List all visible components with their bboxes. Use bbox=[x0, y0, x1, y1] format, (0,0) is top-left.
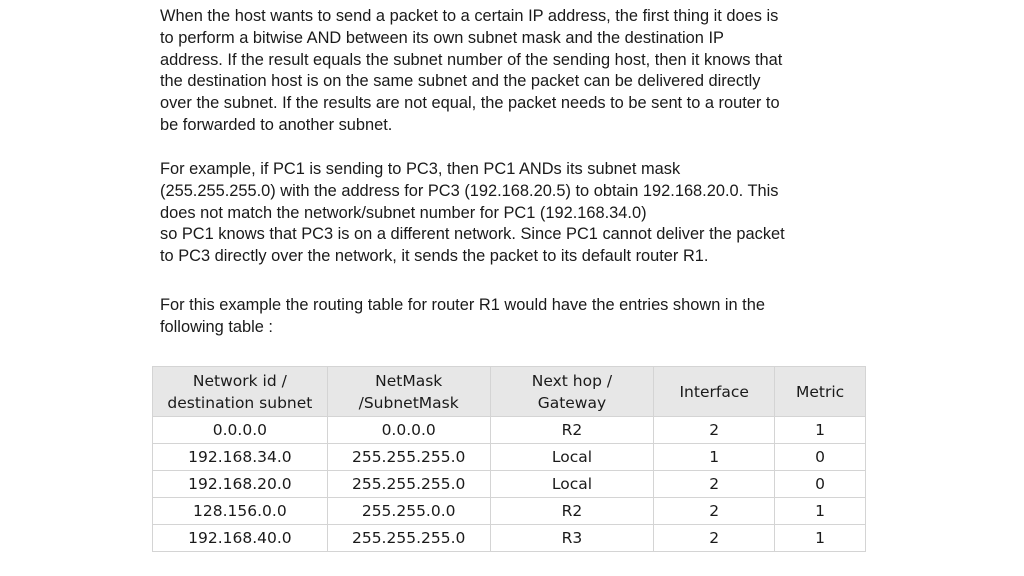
table-row bbox=[153, 498, 866, 525]
text-line: over the subnet. If the results are not equal, the packet needs to be sent to a router to bbox=[160, 94, 780, 113]
cell-network-id: 0.0.0.0 bbox=[153, 417, 328, 444]
cell-netmask: 255.255.255.0 bbox=[327, 444, 490, 471]
header-text: Network id / bbox=[192, 371, 287, 390]
cell-netmask: 255.255.255.0 bbox=[327, 471, 490, 498]
text-line: does not match the network/subnet number for PC1 (192.168.34.0) bbox=[160, 203, 647, 222]
cell-next-hop: Local bbox=[490, 471, 654, 498]
paragraph-table-intro bbox=[160, 295, 864, 339]
cell-interface: 1 bbox=[654, 444, 775, 471]
text-line: to perform a bitwise AND between its own subnet mask and the destination IP bbox=[160, 28, 724, 47]
text-line: address. If the result equals the subnet number of the sending host, then it knows that bbox=[160, 50, 783, 69]
paragraph-subnet-and bbox=[160, 6, 858, 137]
cell-interface: 2 bbox=[654, 525, 775, 552]
cell-next-hop: R3 bbox=[490, 525, 654, 552]
cell-metric: 1 bbox=[775, 525, 866, 552]
header-text: destination subnet bbox=[167, 393, 313, 412]
text-line: (255.255.255.0) with the address for PC3 (192.168.20.5) to obtain 192.168.20.0. This bbox=[160, 181, 779, 200]
cell-next-hop: Local bbox=[490, 444, 654, 471]
header-next-hop bbox=[490, 367, 654, 417]
text-line: When the host wants to send a packet to a certain IP address, the first thing it does is bbox=[160, 7, 779, 25]
text-line: For this example the routing table for router R1 would have the entries shown in the bbox=[160, 296, 765, 314]
header-netmask bbox=[327, 367, 490, 417]
cell-metric: 1 bbox=[775, 498, 866, 525]
cell-network-id: 192.168.34.0 bbox=[153, 444, 328, 471]
cell-interface: 2 bbox=[654, 471, 775, 498]
text-line: For example, if PC1 is sending to PC3, then PC1 ANDs its subnet mask bbox=[160, 160, 681, 178]
header-text: Gateway bbox=[537, 393, 607, 412]
table-header-row bbox=[153, 367, 866, 417]
cell-metric: 1 bbox=[775, 417, 866, 444]
header-network-id bbox=[153, 367, 328, 417]
cell-metric: 0 bbox=[775, 444, 866, 471]
table-row bbox=[153, 471, 866, 498]
cell-network-id: 192.168.40.0 bbox=[153, 525, 328, 552]
cell-interface: 2 bbox=[654, 417, 775, 444]
routing-table bbox=[152, 366, 866, 552]
text-line: be forwarded to another subnet. bbox=[160, 115, 393, 134]
cell-interface: 2 bbox=[654, 498, 775, 525]
cell-netmask: 255.255.0.0 bbox=[327, 498, 490, 525]
cell-network-id: 128.156.0.0 bbox=[153, 498, 328, 525]
text-line: so PC1 knows that PC3 is on a different network. Since PC1 cannot deliver the packet bbox=[160, 225, 785, 244]
header-interface bbox=[654, 367, 775, 417]
cell-network-id: 192.168.20.0 bbox=[153, 471, 328, 498]
table-row bbox=[153, 525, 866, 552]
cell-next-hop: R2 bbox=[490, 417, 654, 444]
paragraph-example bbox=[160, 159, 858, 268]
cell-next-hop: R2 bbox=[490, 498, 654, 525]
table-row bbox=[153, 444, 866, 471]
text-line: to PC3 directly over the network, it sends the packet to its default router R1. bbox=[160, 247, 709, 266]
header-text: Interface bbox=[679, 382, 749, 401]
header-text: /SubnetMask bbox=[358, 393, 459, 412]
header-text: NetMask bbox=[375, 371, 443, 390]
text-line: the destination host is on the same subnet and the packet can be delivered directly bbox=[160, 72, 761, 91]
text-line: following table : bbox=[160, 317, 273, 336]
cell-netmask: 0.0.0.0 bbox=[327, 417, 490, 444]
cell-metric: 0 bbox=[775, 471, 866, 498]
header-text: Metric bbox=[795, 382, 845, 401]
header-metric bbox=[775, 367, 866, 417]
table-row bbox=[153, 417, 866, 444]
header-text: Next hop / bbox=[531, 371, 613, 390]
cell-netmask: 255.255.255.0 bbox=[327, 525, 490, 552]
